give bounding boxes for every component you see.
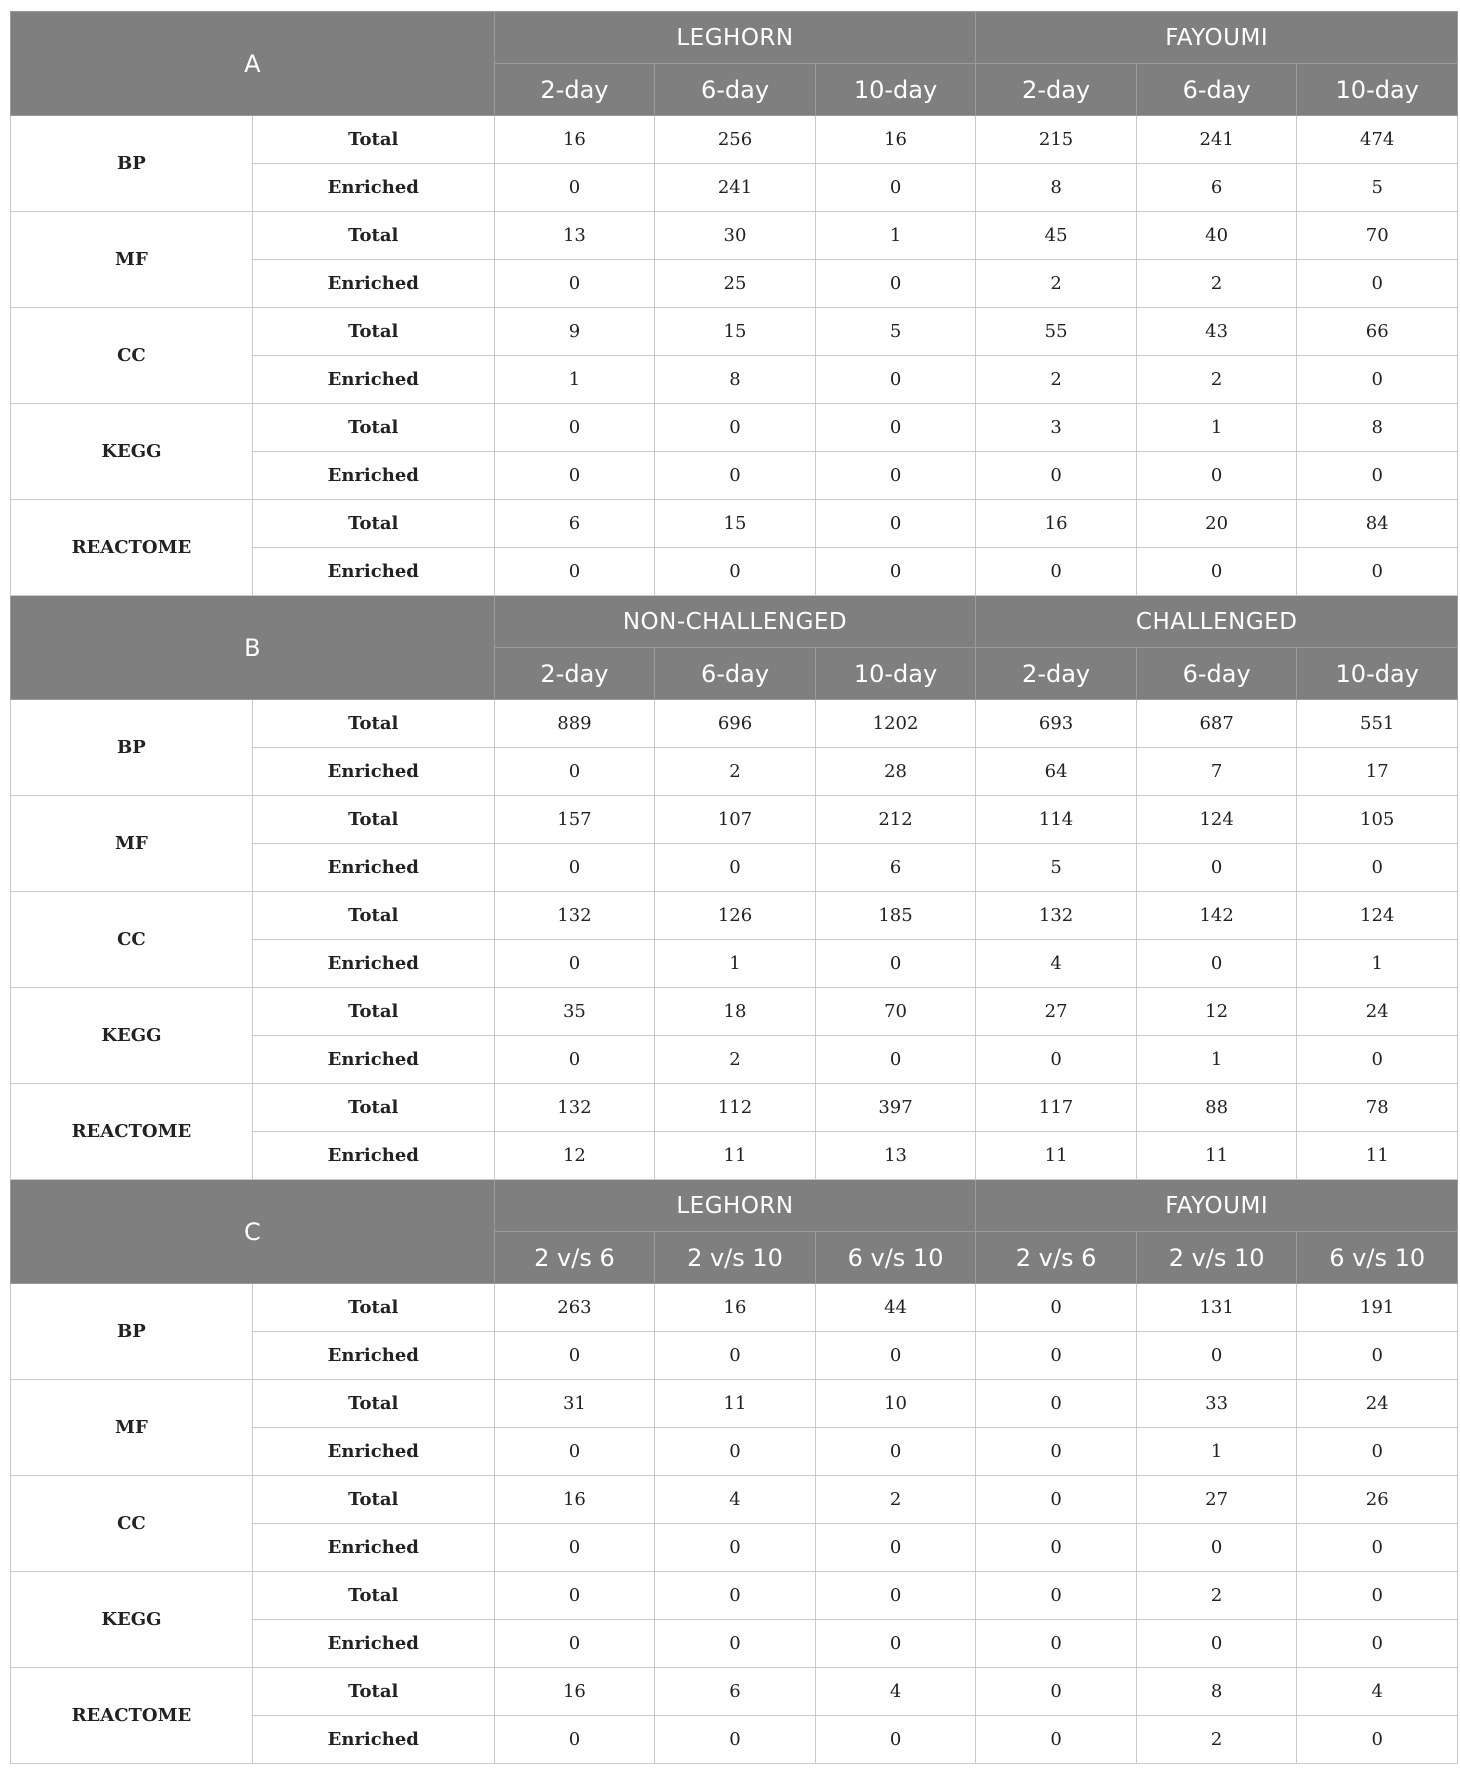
enrichment-table (10, 11, 1458, 1764)
value-cell: 0 (655, 1716, 816, 1764)
value-cell: 11 (1136, 1132, 1297, 1180)
value-cell: 1 (1136, 1428, 1297, 1476)
subcolumn-header: 6-day (1136, 648, 1297, 700)
value-cell: 889 (494, 700, 655, 748)
row-label: Total (252, 1476, 494, 1524)
value-cell: 16 (976, 500, 1137, 548)
subcolumn-header: 2-day (976, 648, 1137, 700)
value-cell: 0 (494, 164, 655, 212)
row-label: Total (252, 796, 494, 844)
value-cell: 43 (1136, 308, 1297, 356)
value-cell: 117 (976, 1084, 1137, 1132)
value-cell: 7 (1136, 748, 1297, 796)
table-row (11, 1668, 1458, 1716)
value-cell: 84 (1297, 500, 1458, 548)
row-label: Enriched (252, 548, 494, 596)
value-cell: 0 (976, 1620, 1137, 1668)
value-cell: 6 (815, 844, 976, 892)
value-cell: 2 (976, 356, 1137, 404)
value-cell: 4 (1297, 1668, 1458, 1716)
value-cell: 66 (1297, 308, 1458, 356)
value-cell: 16 (494, 116, 655, 164)
value-cell: 157 (494, 796, 655, 844)
value-cell: 0 (1136, 940, 1297, 988)
row-label: Total (252, 500, 494, 548)
value-cell: 0 (494, 404, 655, 452)
value-cell: 6 (655, 1668, 816, 1716)
value-cell: 12 (1136, 988, 1297, 1036)
row-label: Total (252, 892, 494, 940)
table-row (11, 700, 1458, 748)
table-row (11, 404, 1458, 452)
value-cell: 0 (655, 452, 816, 500)
row-label: Enriched (252, 1332, 494, 1380)
value-cell: 0 (815, 260, 976, 308)
value-cell: 0 (494, 844, 655, 892)
value-cell: 0 (976, 1284, 1137, 1332)
value-cell: 124 (1297, 892, 1458, 940)
value-cell: 124 (1136, 796, 1297, 844)
value-cell: 1 (1297, 940, 1458, 988)
value-cell: 0 (494, 1716, 655, 1764)
value-cell: 0 (494, 940, 655, 988)
row-label: Enriched (252, 356, 494, 404)
value-cell: 191 (1297, 1284, 1458, 1332)
value-cell: 11 (655, 1132, 816, 1180)
value-cell: 132 (494, 1084, 655, 1132)
row-label: Enriched (252, 1620, 494, 1668)
value-cell: 687 (1136, 700, 1297, 748)
value-cell: 474 (1297, 116, 1458, 164)
value-cell: 132 (494, 892, 655, 940)
value-cell: 31 (494, 1380, 655, 1428)
category-label: KEGG (11, 404, 253, 500)
value-cell: 0 (1297, 1620, 1458, 1668)
category-label: REACTOME (11, 1084, 253, 1180)
value-cell: 0 (976, 1380, 1137, 1428)
value-cell: 0 (976, 1716, 1137, 1764)
value-cell: 0 (815, 1036, 976, 1084)
value-cell: 11 (976, 1132, 1137, 1180)
value-cell: 0 (976, 452, 1137, 500)
table-row (11, 892, 1458, 940)
category-label: MF (11, 1380, 253, 1476)
value-cell: 2 (1136, 1716, 1297, 1764)
value-cell: 0 (1297, 1716, 1458, 1764)
value-cell: 0 (815, 1620, 976, 1668)
value-cell: 1 (1136, 1036, 1297, 1084)
row-label: Total (252, 988, 494, 1036)
value-cell: 28 (815, 748, 976, 796)
value-cell: 8 (1297, 404, 1458, 452)
value-cell: 10 (815, 1380, 976, 1428)
value-cell: 131 (1136, 1284, 1297, 1332)
value-cell: 241 (655, 164, 816, 212)
value-cell: 24 (1297, 1380, 1458, 1428)
row-label: Enriched (252, 1036, 494, 1084)
category-label: BP (11, 700, 253, 796)
group-header: LEGHORN (494, 1180, 976, 1232)
value-cell: 0 (494, 1036, 655, 1084)
value-cell: 3 (976, 404, 1137, 452)
category-label: MF (11, 796, 253, 892)
value-cell: 11 (1297, 1132, 1458, 1180)
value-cell: 16 (655, 1284, 816, 1332)
value-cell: 0 (815, 1524, 976, 1572)
value-cell: 0 (1297, 548, 1458, 596)
value-cell: 0 (815, 940, 976, 988)
value-cell: 0 (655, 1332, 816, 1380)
value-cell: 0 (976, 1572, 1137, 1620)
value-cell: 5 (976, 844, 1137, 892)
section-header-row (11, 1180, 1458, 1232)
value-cell: 2 (976, 260, 1137, 308)
subcolumn-header: 2 v/s 10 (1136, 1232, 1297, 1284)
table-row (11, 1380, 1458, 1428)
table-row (11, 1572, 1458, 1620)
row-label: Total (252, 1284, 494, 1332)
value-cell: 40 (1136, 212, 1297, 260)
row-label: Enriched (252, 164, 494, 212)
value-cell: 25 (655, 260, 816, 308)
row-label: Total (252, 212, 494, 260)
value-cell: 4 (815, 1668, 976, 1716)
value-cell: 0 (1297, 452, 1458, 500)
section-header-row (11, 12, 1458, 64)
row-label: Total (252, 1380, 494, 1428)
section-label: B (11, 596, 495, 700)
table-row (11, 1476, 1458, 1524)
value-cell: 212 (815, 796, 976, 844)
value-cell: 397 (815, 1084, 976, 1132)
value-cell: 0 (815, 356, 976, 404)
subcolumn-header: 2 v/s 10 (655, 1232, 816, 1284)
value-cell: 0 (1136, 1524, 1297, 1572)
value-cell: 70 (1297, 212, 1458, 260)
value-cell: 0 (1136, 548, 1297, 596)
value-cell: 0 (1297, 1572, 1458, 1620)
value-cell: 27 (976, 988, 1137, 1036)
value-cell: 88 (1136, 1084, 1297, 1132)
table-row (11, 500, 1458, 548)
value-cell: 696 (655, 700, 816, 748)
value-cell: 0 (976, 1476, 1137, 1524)
value-cell: 185 (815, 892, 976, 940)
row-label: Total (252, 700, 494, 748)
value-cell: 16 (494, 1476, 655, 1524)
value-cell: 0 (494, 1428, 655, 1476)
value-cell: 0 (494, 1620, 655, 1668)
value-cell: 16 (494, 1668, 655, 1716)
category-label: CC (11, 308, 253, 404)
value-cell: 0 (815, 452, 976, 500)
value-cell: 8 (1136, 1668, 1297, 1716)
table-row (11, 988, 1458, 1036)
value-cell: 0 (1297, 356, 1458, 404)
value-cell: 33 (1136, 1380, 1297, 1428)
value-cell: 0 (1297, 1524, 1458, 1572)
row-label: Enriched (252, 260, 494, 308)
row-label: Enriched (252, 748, 494, 796)
value-cell: 44 (815, 1284, 976, 1332)
section-label: A (11, 12, 495, 116)
row-label: Enriched (252, 1716, 494, 1764)
value-cell: 26 (1297, 1476, 1458, 1524)
value-cell: 5 (1297, 164, 1458, 212)
row-label: Total (252, 1572, 494, 1620)
value-cell: 0 (655, 404, 816, 452)
value-cell: 0 (976, 1428, 1137, 1476)
value-cell: 0 (494, 1572, 655, 1620)
value-cell: 1202 (815, 700, 976, 748)
value-cell: 0 (1297, 260, 1458, 308)
value-cell: 0 (976, 1332, 1137, 1380)
value-cell: 0 (1297, 844, 1458, 892)
value-cell: 2 (1136, 1572, 1297, 1620)
row-label: Enriched (252, 844, 494, 892)
value-cell: 2 (1136, 260, 1297, 308)
value-cell: 132 (976, 892, 1137, 940)
row-label: Enriched (252, 452, 494, 500)
value-cell: 2 (655, 1036, 816, 1084)
value-cell: 0 (1136, 844, 1297, 892)
value-cell: 256 (655, 116, 816, 164)
value-cell: 0 (655, 1524, 816, 1572)
value-cell: 78 (1297, 1084, 1458, 1132)
value-cell: 0 (1297, 1428, 1458, 1476)
value-cell: 2 (655, 748, 816, 796)
value-cell: 0 (815, 164, 976, 212)
group-header: CHALLENGED (976, 596, 1458, 648)
subcolumn-header: 2-day (494, 648, 655, 700)
row-label: Enriched (252, 1132, 494, 1180)
value-cell: 4 (655, 1476, 816, 1524)
category-label: CC (11, 1476, 253, 1572)
subcolumn-header: 10-day (1297, 64, 1458, 116)
value-cell: 45 (976, 212, 1137, 260)
table-row (11, 796, 1458, 844)
subcolumn-header: 2 v/s 6 (494, 1232, 655, 1284)
group-header: LEGHORN (494, 12, 976, 64)
subcolumn-header: 6-day (1136, 64, 1297, 116)
value-cell: 2 (1136, 356, 1297, 404)
value-cell: 6 (494, 500, 655, 548)
value-cell: 24 (1297, 988, 1458, 1036)
value-cell: 15 (655, 500, 816, 548)
value-cell: 0 (655, 1428, 816, 1476)
value-cell: 8 (976, 164, 1137, 212)
value-cell: 0 (976, 1668, 1137, 1716)
category-label: MF (11, 212, 253, 308)
category-label: REACTOME (11, 500, 253, 596)
value-cell: 13 (494, 212, 655, 260)
table-row (11, 1284, 1458, 1332)
value-cell: 0 (655, 548, 816, 596)
value-cell: 0 (494, 1524, 655, 1572)
value-cell: 241 (1136, 116, 1297, 164)
table-row (11, 212, 1458, 260)
value-cell: 0 (976, 1524, 1137, 1572)
subcolumn-header: 10-day (815, 64, 976, 116)
subcolumn-header: 10-day (815, 648, 976, 700)
category-label: BP (11, 116, 253, 212)
value-cell: 693 (976, 700, 1137, 748)
value-cell: 2 (815, 1476, 976, 1524)
value-cell: 0 (815, 404, 976, 452)
group-header: FAYOUMI (976, 12, 1458, 64)
value-cell: 0 (815, 1716, 976, 1764)
subcolumn-header: 10-day (1297, 648, 1458, 700)
category-label: BP (11, 1284, 253, 1380)
value-cell: 112 (655, 1084, 816, 1132)
subcolumn-header: 6 v/s 10 (1297, 1232, 1458, 1284)
value-cell: 126 (655, 892, 816, 940)
row-label: Total (252, 116, 494, 164)
row-label: Total (252, 404, 494, 452)
value-cell: 0 (976, 1036, 1137, 1084)
value-cell: 0 (655, 1620, 816, 1668)
table-row (11, 308, 1458, 356)
value-cell: 64 (976, 748, 1137, 796)
value-cell: 0 (494, 452, 655, 500)
value-cell: 70 (815, 988, 976, 1036)
value-cell: 11 (655, 1380, 816, 1428)
value-cell: 114 (976, 796, 1137, 844)
section-header-row (11, 596, 1458, 648)
value-cell: 35 (494, 988, 655, 1036)
value-cell: 55 (976, 308, 1137, 356)
value-cell: 27 (1136, 1476, 1297, 1524)
value-cell: 0 (976, 548, 1137, 596)
value-cell: 1 (1136, 404, 1297, 452)
value-cell: 142 (1136, 892, 1297, 940)
section-label: C (11, 1180, 495, 1284)
row-label: Total (252, 308, 494, 356)
enrichment-table-container (10, 11, 1458, 1764)
value-cell: 0 (1136, 1332, 1297, 1380)
value-cell: 0 (1136, 1620, 1297, 1668)
value-cell: 30 (655, 212, 816, 260)
category-label: REACTOME (11, 1668, 253, 1764)
value-cell: 1 (815, 212, 976, 260)
value-cell: 0 (1297, 1036, 1458, 1084)
value-cell: 263 (494, 1284, 655, 1332)
value-cell: 5 (815, 308, 976, 356)
value-cell: 0 (815, 548, 976, 596)
category-label: KEGG (11, 988, 253, 1084)
value-cell: 13 (815, 1132, 976, 1180)
value-cell: 0 (815, 500, 976, 548)
subcolumn-header: 6 v/s 10 (815, 1232, 976, 1284)
subcolumn-header: 6-day (655, 64, 816, 116)
group-header: NON-CHALLENGED (494, 596, 976, 648)
value-cell: 18 (655, 988, 816, 1036)
category-label: CC (11, 892, 253, 988)
value-cell: 0 (494, 748, 655, 796)
value-cell: 16 (815, 116, 976, 164)
value-cell: 551 (1297, 700, 1458, 748)
value-cell: 105 (1297, 796, 1458, 844)
subcolumn-header: 2-day (494, 64, 655, 116)
subcolumn-header: 2 v/s 6 (976, 1232, 1137, 1284)
row-label: Total (252, 1668, 494, 1716)
value-cell: 0 (494, 1332, 655, 1380)
value-cell: 1 (655, 940, 816, 988)
value-cell: 12 (494, 1132, 655, 1180)
value-cell: 9 (494, 308, 655, 356)
table-row (11, 1084, 1458, 1132)
value-cell: 0 (655, 844, 816, 892)
value-cell: 0 (494, 548, 655, 596)
category-label: KEGG (11, 1572, 253, 1668)
row-label: Enriched (252, 940, 494, 988)
value-cell: 15 (655, 308, 816, 356)
value-cell: 8 (655, 356, 816, 404)
value-cell: 0 (815, 1572, 976, 1620)
value-cell: 0 (1297, 1332, 1458, 1380)
value-cell: 1 (494, 356, 655, 404)
value-cell: 215 (976, 116, 1137, 164)
value-cell: 0 (815, 1428, 976, 1476)
value-cell: 20 (1136, 500, 1297, 548)
value-cell: 17 (1297, 748, 1458, 796)
value-cell: 4 (976, 940, 1137, 988)
table-row (11, 116, 1458, 164)
value-cell: 0 (1136, 452, 1297, 500)
row-label: Total (252, 1084, 494, 1132)
subcolumn-header: 2-day (976, 64, 1137, 116)
row-label: Enriched (252, 1524, 494, 1572)
group-header: FAYOUMI (976, 1180, 1458, 1232)
value-cell: 0 (494, 260, 655, 308)
value-cell: 107 (655, 796, 816, 844)
subcolumn-header: 6-day (655, 648, 816, 700)
value-cell: 0 (815, 1332, 976, 1380)
row-label: Enriched (252, 1428, 494, 1476)
value-cell: 6 (1136, 164, 1297, 212)
value-cell: 0 (655, 1572, 816, 1620)
